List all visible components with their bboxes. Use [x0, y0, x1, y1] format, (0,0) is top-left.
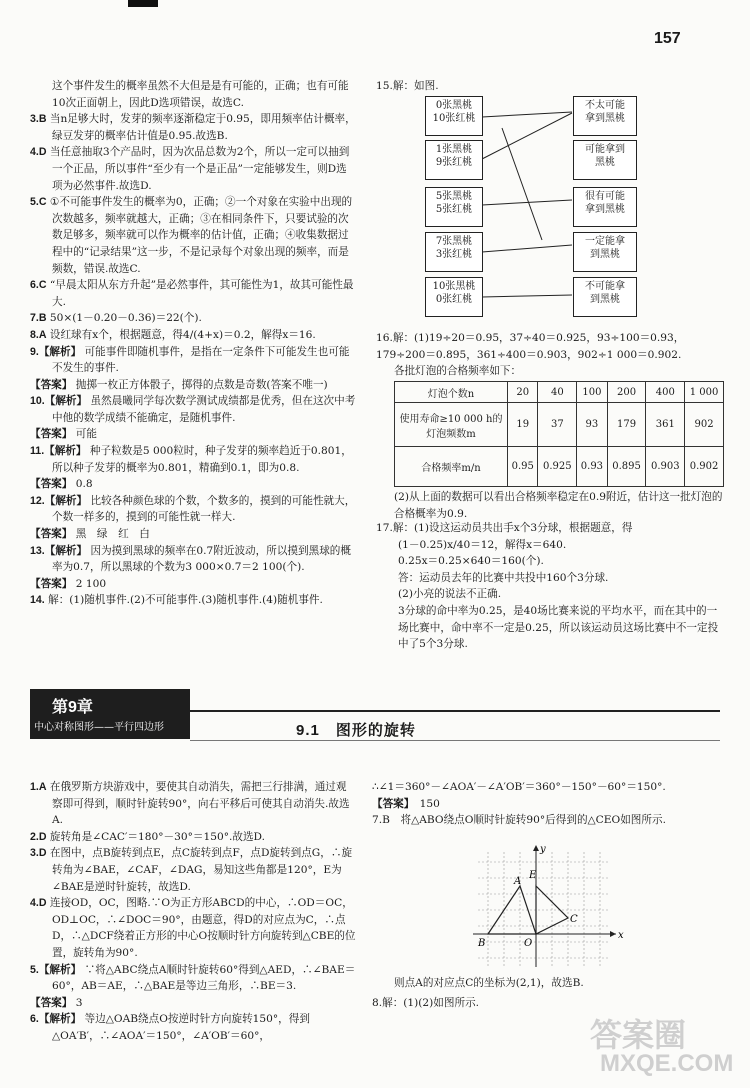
table-cell: 200 — [607, 382, 646, 403]
watermark: 答案圈 — [590, 1017, 687, 1053]
question-text: 当任意抽取3个产品时，因为次品总数为2个，所以一定可以抽到一个正品，所以事件“至少有一个是正品”一定能够发生，则D选项为必然事件.故选D. — [49, 146, 350, 192]
right-box: 不太可能 拿到黑桃 — [573, 96, 637, 136]
left-box: 5张黑桃 5张红桃 — [425, 187, 483, 227]
divider — [190, 740, 720, 741]
question-number: 6.【解析】 — [30, 1013, 82, 1026]
question-number: 【答案】 — [30, 996, 73, 1009]
table-cell: 0.93 — [577, 447, 607, 487]
question-number: 3.D — [30, 847, 47, 860]
table-cell: 合格频率m/n — [395, 447, 508, 487]
table-cell: 902 — [685, 403, 724, 447]
question-text: “早晨太阳从东方升起”是必然事件，其可能性为1，故其可能性最大. — [49, 279, 354, 308]
table-row — [395, 403, 724, 447]
q7-coordinate-graph — [468, 842, 638, 972]
q16-text1: 16.解：(1)19÷20＝0.95，37÷40＝0.925，93÷100＝0.93，179÷200＝0.895，361÷400＝0.903，902÷1 000＝0.902. — [376, 332, 685, 361]
question-text: 抛掷一枚正方体骰子，掷得的点数是奇数(答案不唯一) — [75, 378, 328, 391]
table-cell: 20 — [508, 382, 538, 403]
table-cell: 37 — [538, 403, 577, 447]
question-text: 这个事件发生的概率虽然不大但是是有可能的，正确；也有可能10次正面朝上，因此D选项错误，故选C. — [52, 80, 349, 109]
table-cell: 40 — [538, 382, 577, 403]
question-text: 0.8 — [75, 478, 93, 491]
question-text: 黑 绿 红 白 — [75, 528, 150, 541]
question-number: 2.D — [30, 830, 47, 843]
right-box: 一定能拿 到黑桃 — [573, 232, 637, 272]
page-number: 157 — [654, 30, 681, 47]
question-number: 4.D — [30, 146, 47, 159]
table-cell: 1 000 — [685, 382, 724, 403]
question-text: 虽然晨曦同学每次数学测试成绩都是优秀，但在这次中考中他的数学成绩不能确定，是随机事件. — [52, 395, 356, 424]
question-number: 4.D — [30, 897, 47, 910]
table-row — [395, 382, 724, 403]
point-c-label: C — [570, 914, 578, 925]
question-item — [30, 845, 356, 895]
question-text: 等边△OAB绕点O按逆时针方向旋转150°，得到△OA′B′，∴∠AOA′＝150°，∠A′OB′＝60°， — [52, 1013, 310, 1042]
right-box: 很有可能 拿到黑桃 — [573, 187, 637, 227]
question-number: 13.【解析】 — [30, 544, 88, 557]
left-box: 0张黑桃 10张红桃 — [425, 96, 483, 136]
question-item — [30, 895, 356, 961]
question-number: 9.【解析】 — [30, 345, 82, 358]
question-item — [30, 1011, 356, 1044]
question-item — [30, 592, 356, 609]
chapter-banner — [30, 689, 190, 739]
left-box: 1张黑桃 9张红桃 — [425, 140, 483, 180]
answer-line — [372, 796, 722, 813]
question-text: 当n足够大时，发芽的频率逐渐稳定于0.95，即用频率估计概率，绿豆发芽的概率估计值是0.95.故选B. — [49, 113, 356, 142]
q17-line: (2)小亮的说法不正确. — [398, 588, 502, 601]
question-item — [30, 443, 356, 476]
question-item — [30, 995, 356, 1012]
question-text: 在图中，点B旋转到点E，点C旋转到点F，点D旋转到点G，∴旋转角为∠BAE，∠CAF，∠DAG，易知这些角都是120°，E为∠BAE是逆时针旋转，故选D. — [49, 847, 353, 893]
q17-line: 0.25x＝0.25×640＝160(个). — [398, 555, 544, 568]
q17-block — [376, 520, 724, 653]
question-item — [30, 493, 356, 526]
table-cell: 100 — [577, 382, 607, 403]
bottom-right-column — [372, 779, 722, 829]
question-text: 2 100 — [75, 577, 107, 590]
question-text: 设红球有x个，根据题意，得4/(4+x)＝0.2，解得x＝16. — [49, 328, 316, 341]
left-box: 10张黑桃 0张红桃 — [425, 277, 483, 317]
question-text: 种子粒数是5 000粒时，种子发芽的频率趋近于0.801，所以种子发芽的概率为0.801，精确到0.1，即为0.8. — [52, 445, 352, 474]
right-box: 不可能拿 到黑桃 — [573, 277, 637, 317]
q8-text: 8.解：(1)(2)如图所示. — [372, 997, 480, 1009]
y-axis-label: y — [540, 844, 546, 855]
table-cell: 0.925 — [538, 447, 577, 487]
question-text: 可能事件即随机事件，是指在一定条件下可能发生也可能不发生的事件. — [52, 345, 350, 375]
point-o-label: O — [524, 938, 533, 949]
question-text: 3 — [75, 996, 83, 1009]
question-number: 12.【解析】 — [30, 494, 88, 507]
question-number: 8.A — [30, 328, 47, 341]
matching-lines — [0, 0, 750, 330]
question-number: 【答案】 — [30, 378, 73, 391]
q15-label: 15.解：如图. — [376, 80, 439, 92]
question-item — [30, 426, 356, 443]
question-item — [30, 393, 356, 426]
question-item — [30, 829, 356, 846]
table-row — [395, 447, 724, 487]
question-text: 因为摸到黑球的频率在0.7附近波动，所以摸到黑球的概率为0.7，所以黑球的个数为3 000×0.7＝2 100(个). — [52, 544, 351, 574]
point-b-label: B — [478, 938, 486, 949]
question-text: 可能 — [75, 428, 97, 441]
watermark-url: MXQE.COM — [600, 1050, 734, 1077]
angle-calc: ∴∠1＝360°－∠AOA′－∠A′OB′＝360°－150°－60°＝150°. — [372, 781, 666, 793]
question-number: 10.【解析】 — [30, 395, 88, 408]
question-item — [30, 526, 356, 543]
question-text: ①不可能事件发生的概率为0，正确；②一个对象在实验中出现的次数越多，频率就越大，正确；③在相同条件下，只要试验的次数足够多，频率就可以作为概率的估计值，正确；④收集数据过程中的“记录结果”这一步，不是记录每个对象出现的频率，而是频数，错误.故选C. — [49, 196, 353, 275]
q17-line: (1－0.25)x/40＝12，解得x＝640. — [398, 538, 567, 551]
left-box: 7张黑桃 3张红桃 — [425, 232, 483, 272]
x-axis-label: x — [618, 930, 624, 941]
table-cell: 93 — [577, 403, 607, 447]
question-item — [30, 576, 356, 593]
question-number: 7.B — [30, 312, 47, 325]
q16-frequency-table — [394, 381, 724, 487]
point-a-label: A — [514, 876, 522, 887]
question-text: ∵将△ABC绕点A顺时针旋转60°得到△AED，∴∠BAE＝60°，AB＝AE，∴△BAE是等边三角形，∴BE＝3. — [52, 963, 356, 993]
question-number: 14. — [30, 594, 45, 607]
question-text: 连接OD，OC，图略.∵O为正方形ABCD的中心，∴OD＝OC，OD⊥OC，∴∠DOC＝90°，由题意，得D的对应点为C，∴点D，∴△DCF绕着正方形的中心O按顺时针方向旋转到△CBE的位置，旋转角为90°. — [49, 897, 356, 959]
answer-label: 【答案】 — [372, 797, 410, 810]
table-cell: 400 — [646, 382, 685, 403]
question-item — [30, 344, 356, 377]
bottom-left-column — [30, 779, 356, 1045]
q7-after: 则点A的对应点C的坐标为(2,1)，故选B. — [394, 977, 584, 989]
q16-text2: 各批灯泡的合格频率如下： — [394, 365, 522, 377]
point-e-label: E — [529, 870, 537, 881]
divider — [190, 710, 720, 712]
question-number: 6.C — [30, 279, 47, 292]
question-item — [30, 377, 356, 394]
chapter-title: 第9章 — [52, 699, 93, 716]
question-number: 1.A — [30, 781, 47, 793]
question-number: 3.B — [30, 113, 47, 126]
question-text: 旋转角是∠CAC′＝180°－30°＝150°.故选D. — [49, 830, 266, 843]
q17-line: 17.解：(1)设这运动员共出手x个3分球，根据题意，得 — [376, 522, 633, 534]
q16-text3: (2)从上面的数据可以看出合格频率稳定在0.9附近，估计这一批灯泡的合格概率为0.9. — [394, 491, 723, 520]
question-item — [30, 543, 356, 576]
question-item — [30, 779, 356, 829]
table-cell: 0.95 — [508, 447, 538, 487]
table-cell: 0.895 — [607, 447, 646, 487]
section-title: 9.1 图形的旋转 — [296, 722, 416, 739]
table-cell: 使用寿命≥10 000 h的灯泡频数m — [395, 403, 508, 447]
table-cell: 0.903 — [646, 447, 685, 487]
right-box: 可能拿到 黑桃 — [573, 140, 637, 180]
question-item — [30, 476, 356, 493]
question-number: 5.C — [30, 196, 47, 209]
question-number: 【答案】 — [30, 478, 73, 491]
table-cell: 0.902 — [685, 447, 724, 487]
question-text: 50×(1－0.20－0.36)＝22(个). — [49, 312, 202, 325]
answer-value: 150 — [419, 797, 440, 810]
question-number: 5.【解析】 — [30, 963, 82, 976]
chapter-subtitle: 中心对称图形——平行四边形 — [34, 722, 164, 733]
question-text: 解：(1)随机事件.(2)不可能事件.(3)随机事件.(4)随机事件. — [48, 594, 323, 607]
question-number: 【答案】 — [30, 428, 73, 441]
q17-line: 答：运动员去年的比赛中共投中160个3分球. — [398, 571, 609, 584]
q17-line: 3分球的命中率为0.25，是40场比赛来说的平均水平，而在其中的一场比赛中，命中率不一定是0.25，所以该运动员这场比赛中不一定投中了5个3分球. — [398, 604, 719, 651]
question-number: 【答案】 — [30, 528, 73, 541]
question-item — [30, 962, 356, 995]
q7-text: 7.B 将△ABO绕点O顺时针旋转90°后得到的△CEO如图所示. — [372, 814, 666, 827]
table-cell: 灯泡个数n — [395, 382, 508, 403]
question-text: 比较各种颜色球的个数，个数多的，摸到的可能性就大，个数一样多的，摸到的可能性就一样大. — [52, 494, 356, 524]
table-cell: 19 — [508, 403, 538, 447]
question-number: 11.【解析】 — [30, 445, 87, 458]
question-number: 【答案】 — [30, 577, 73, 590]
table-cell: 361 — [646, 403, 685, 447]
table-cell: 179 — [607, 403, 646, 447]
question-text: 在俄罗斯方块游戏中，要使其自动消失，需把三行排满，通过观察即可得到，顺时针旋转90°，向右平移后可使其自动消失.故选A. — [49, 781, 350, 827]
